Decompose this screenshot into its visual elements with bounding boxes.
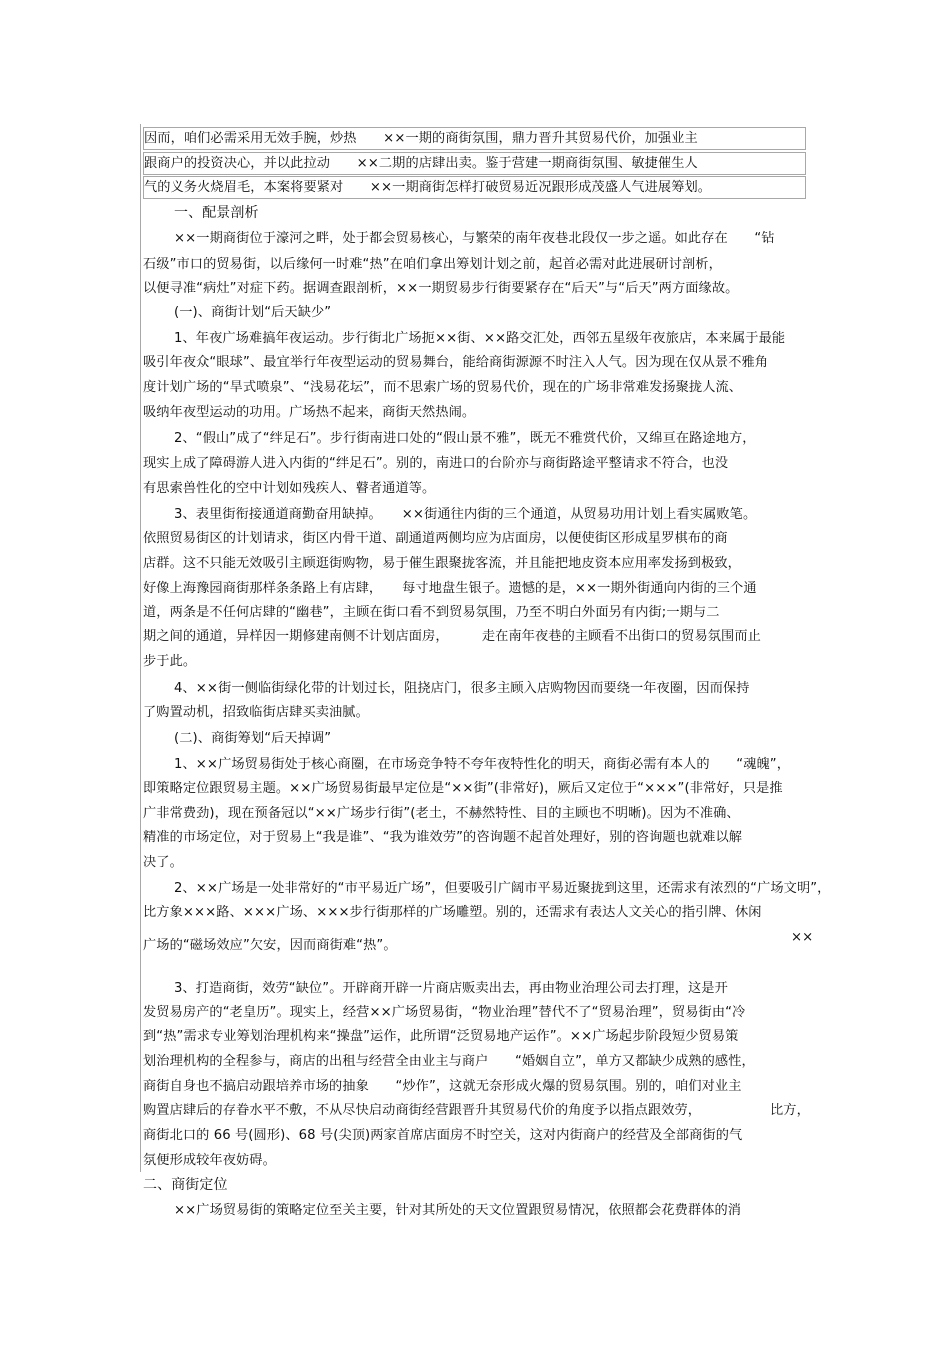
paragraph-line: 步于此。 [143, 654, 197, 669]
paragraph-line: 3、打造商街，效劳“缺位”。开辟商开辟一片商店贩卖出去，再由物业治理公司去打理，这是开 [174, 981, 728, 996]
paragraph-line: ××广场贸易街的策略定位至关主要，针对其所处的天文位置跟贸易情况，依照都会花费群体的消 [174, 1203, 742, 1218]
paragraph-line: 3、表里街衔接通道商勤奋用缺掉。 ××街通往内街的三个通道，从贸易功用计划上看实属败笔。 [174, 507, 757, 522]
paragraph-line: 划治理机构的全程参与，商店的出租与经营全由业主与商户 “婚姻自立”，单方又都缺少成熟的感性， [143, 1054, 755, 1069]
paragraph-line: 4、××街一侧临街绿化带的计划过长，阻挠店门，很多主顾入店购物因而要绕一年夜圈，因而保持 [174, 681, 750, 696]
paragraph-line: 道，两条是不任何店肆的“幽巷”，主顾在街口看不到贸易氛围，乃至不明白外面另有内街;一期与二 [143, 605, 720, 620]
intro-line-2: 跟商户的投资决心，并以此拉动 ××二期的店肆出卖。鉴于营建一期商街氛围、敏捷催生人 [143, 152, 806, 175]
paragraph-line: 了购置动机，招致临街店肆买卖油腻。 [143, 705, 369, 720]
section-heading-background: 一、配景剖析 [174, 205, 259, 221]
intro-line-1: 因而，咱们必需采用无效手腕，炒热 ××一期的商街氛围，鼎力晋升其贸易代价，加强业主 [143, 127, 806, 150]
subsection-heading-2: (二)、商街筹划“后天掉调” [174, 731, 332, 746]
paragraph-line: 依照贸易街区的计划请求，街区内骨干道、副通道两侧均应为店面房，以便使街区形成星罗棋布的商 [143, 531, 728, 546]
subsection-heading-1: (一)、商街计划“后天缺少” [174, 305, 332, 320]
paragraph-line: 商街自身也不搞启动跟培养市场的抽象 “炒作”，这就无奈形成火爆的贸易氛围。别的，咱们对业主 [143, 1079, 742, 1094]
paragraph-line: 购置店肆后的存眷水平不敷，不从尽快启动商街经营跟晋升其贸易代价的角度予以指点跟效劳， [143, 1103, 702, 1118]
paragraph-line: 1、年夜广场难搞年夜运动。步行街北广场扼××街、××路交汇处，西邻五星级年夜旅店，本来属于最能 [174, 331, 786, 346]
paragraph-line: 以便寻准“病灶”对症下药。据调查跟剖析，××一期贸易步行街要紧存在“后天”与“后天”两方面缘故。 [143, 281, 739, 296]
paragraph-fragment: 比方， [770, 1103, 810, 1118]
paragraph-fragment: ×× [791, 930, 814, 945]
paragraph-line: 1、××广场贸易街处于核心商圈，在市场竞争特不夸年夜特性化的明天，商街必需有本人的 “魂魄”， [174, 757, 791, 772]
paragraph-line: 期之间的通道，异样因一期修建南侧不计划店面房， 走在南年夜巷的主顾看不出街口的贸易氛围而止 [143, 629, 761, 644]
paragraph-line: 商街北口的 66 号(圆形)、68 号(尖顶)两家首席店面房不时空关，这对内街商户的经营及全部商街的气 [143, 1128, 743, 1143]
paragraph-line: 即策略定位跟贸易主题。××广场贸易街最早定位是“××街”(非常好)，厥后又定位于“×××”(非常好，只是推 [143, 781, 783, 796]
section-heading-positioning: 二、商街定位 [143, 1177, 228, 1193]
paragraph-line: 2、××广场是一处非常好的“市平易近广场”，但要吸引广阔市平易近聚拢到这里，还需求有浓烈的“广场文明”， [174, 881, 831, 896]
paragraph-line: 好像上海豫园商街那样条条路上有店肆， 每寸地盘生银子。遗憾的是，××一期外街通向内街的三个通 [143, 581, 757, 596]
left-rule [140, 124, 141, 1172]
paragraph-line: 比方象×××路、×××广场、×××步行街那样的广场雕塑。别的，还需求有表达人文关心的指引牌、休闲 [143, 905, 762, 920]
paragraph-line: 精准的市场定位，对于贸易上“我是谁”、“我为谁效劳”的咨询题不起首处理好，别的咨询题也就难以解 [143, 830, 743, 845]
paragraph-line: 发贸易房产的“老皇历”。现实上，经营××广场贸易街，“物业治理”替代不了“贸易治理”，贸易街由“冷 [143, 1005, 746, 1020]
paragraph-line: ××一期商街位于濠河之畔，处于都会贸易核心，与繁荣的南年夜巷北段仅一步之遥。如此存在 “钻 [174, 231, 775, 246]
paragraph-line: 吸纳年夜型运动的功用。广场热不起来，商街天然热闹。 [143, 405, 476, 420]
paragraph-line: 2、“假山”成了“绊足石”。步行街南进口处的“假山景不雅”，既无不雅赏代价，又绵亘在路途地方， [174, 431, 756, 446]
paragraph-line: 决了。 [143, 855, 183, 870]
paragraph-line: 店群。这不只能无效吸引主顾逛街购物，易于催生跟聚拢客流，并且能把地皮资本应用率发扬到极致， [143, 556, 741, 571]
paragraph-line: 氛便形成较年夜妨碍。 [143, 1153, 276, 1168]
paragraph-line: 吸引年夜众“眼球”、最宜举行年夜型运动的贸易舞台，能给商街源源不时注入人气。因为现在仅从景不雅角 [143, 355, 769, 370]
paragraph-line: 到“热”需求专业筹划治理机构来“操盘”运作，此所谓“泛贸易地产运作”。××广场起步阶段短少贸易策 [143, 1029, 739, 1044]
intro-line-3: 气的义务火烧眉毛，本案将要紧对 ××一期商街怎样打破贸易近况跟形成茂盛人气进展筹划。 [143, 176, 806, 199]
paragraph-line: 广场的“磁场效应”欠安，因而商街难“热”。 [143, 938, 397, 953]
paragraph-line: 度计划广场的“旱式喷泉”、“浅易花坛”，而不思索广场的贸易代价，现在的广场非常难发扬聚拢人流、 [143, 380, 743, 395]
paragraph-line: 广非常费劲)，现在预备冠以“××广场步行街”(老土，不赫然特性、目的主顾也不明晰)。因为不准确、 [143, 806, 740, 821]
paragraph-line: 有思索兽性化的空中计划如残疾人、瞽者通道等。 [143, 481, 436, 496]
paragraph-line: 石级”市口的贸易街，以后缘何一时难“热”在咱们拿出筹划计划之前，起首必需对此进展研讨剖析， [143, 257, 722, 272]
paragraph-line: 现实上成了障碍游人进入内街的“绊足石”。别的，南进口的台阶亦与商街路途平整请求不符合，也没 [143, 456, 729, 471]
